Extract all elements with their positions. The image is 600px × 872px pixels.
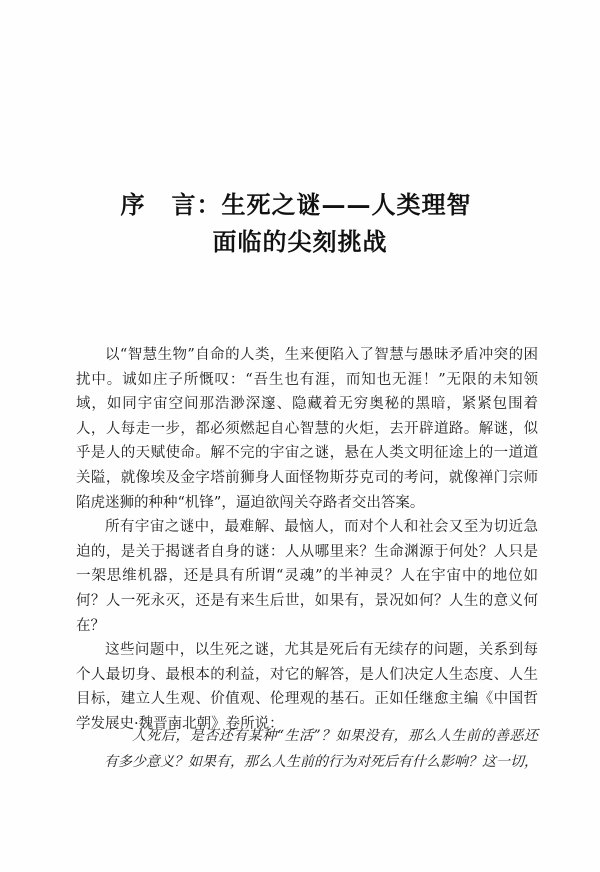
chapter-title-line-1 [0,190,600,220]
title-prefix: 序 [120,190,146,219]
chapter-title-line-2: 面临的尖刻挑战 [212,227,388,256]
quote-paragraph: 人死后，是否还有某种“生活”？如果没有，那么人生前的善恶还有多少意义？如果有，那么人生前的行为对死后有什么影响？这一切， [104,728,538,770]
body-text [76,343,538,737]
block-quote [104,723,538,775]
title-main: 言：生死之谜——人类理智 [171,190,472,219]
paragraph: 以“智慧生物”自命的人类，生来便陷入了智慧与愚昧矛盾冲突的困扰中。诚如庄子所慨叹：“吾生也有涯，而知也无涯！”无限的未知领域，如同宇宙空间那浩渺深邃、隐藏着无穷奥秘的黑暗，紧紧包围着人，人每走一步，都必须燃起自心智慧的火炬，去开辟道路。解谜，似乎是人的天赋使命。解不完的宇宙之谜，悬在人类文明征途上的一道道关隘，就像埃及金字塔前狮身人面怪物斯芬克司的考问，就像禅门宗师陷虎迷狮的种种“机锋”，逼迫欲闯关夺路者交出答案。 [76,347,538,511]
paragraph: 这些问题中，以生死之谜，尤其是死后有无续存的问题，关系到每个人最切身、最根本的利益，对它的解答，是人们决定人生态度、人生目标，建立人生观、价值观、伦理观的基石。正如任继愈主编《中国哲学发展史·魏晋南北朝》卷所说： [76,642,538,732]
paragraph: 所有宇宙之谜中，最难解、最恼人，而对个人和社会又至为切近急迫的，是关于揭谜者自身的谜：人从哪里来？生命渊源于何处？人只是一架思维机器，还是具有所谓“灵魂”的半神灵？人在宇宙中的地位如何？人一死永灭，还是有来生后世，如果有，景况如何？人生的意义何在？ [76,519,538,634]
